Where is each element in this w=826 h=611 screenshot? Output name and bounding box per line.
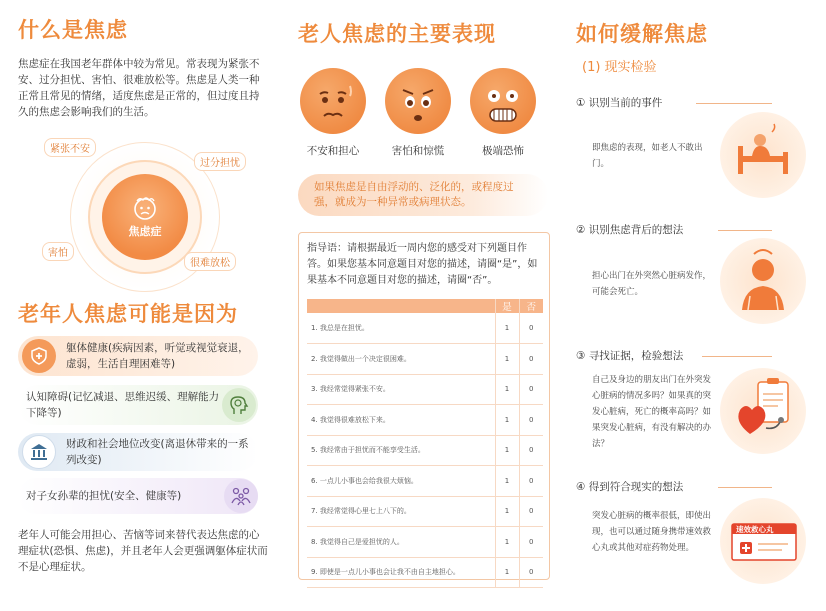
cause-item-cognitive [18, 385, 258, 425]
step-4-title: ④ 得到符合现实的想法 [576, 481, 684, 493]
symptom-label-terror: 极端恐怖 [482, 145, 524, 157]
no-score-option[interactable]: 0 [519, 374, 543, 405]
symptom-label-worry: 不安和担心 [306, 145, 360, 157]
question-text: 8. 我觉得自己是爱担忧的人。 [307, 527, 495, 558]
yes-score-option[interactable]: 1 [495, 435, 519, 466]
step-1-description: 即焦虑的表现，如老人不敢出门。 [592, 143, 703, 169]
question-text: 1. 我总是在担忧。 [307, 313, 495, 344]
anxiety-core-badge [102, 174, 188, 260]
anxious-face-icon [131, 195, 159, 221]
anxiety-core-label: 焦虑症 [128, 225, 162, 238]
yes-score-option[interactable]: 1 [495, 344, 519, 375]
no-score-option[interactable]: 0 [519, 466, 543, 497]
questionnaire-instructions: 指导语：请根据最近一周内您的感受对下列题目作答。如果您基本同意题目对您的描述，请圈“是”，如果基本不同意题目对您的描述，请圈“否”。 [307, 243, 538, 286]
cause-text-family-worry: 对子女孙辈的担忧(安全、健康等) [26, 490, 182, 502]
column-what-is-anxiety [0, 0, 275, 611]
yes-score-option[interactable]: 1 [495, 374, 519, 405]
symptom-tag-tension: 紧张不安 [44, 138, 96, 157]
questionnaire-row [307, 496, 543, 527]
questionnaire-row [307, 374, 543, 405]
questionnaire-box [298, 232, 550, 580]
terrified-face-icon [470, 68, 536, 134]
questionnaire-header-row [307, 299, 543, 313]
cause-text-financial-social: 财政和社会地位改变(离退休带来的一系列改变) [66, 438, 249, 466]
step-1-title: ① 识别当前的事件 [576, 97, 663, 109]
questionnaire-row [307, 527, 543, 558]
pathology-banner: 如果焦虑是自由浮动的、泛化的，或程度过强，就成为一种异常或病理状态。 [298, 174, 548, 216]
no-score-option[interactable]: 0 [519, 344, 543, 375]
yes-column-header: 是 [495, 299, 519, 313]
bank-icon [22, 435, 56, 469]
no-column-header: 否 [519, 299, 543, 313]
symptom-tag-worry: 过分担忧 [194, 152, 246, 171]
step-2-title: ② 识别焦虑背后的想法 [576, 224, 684, 236]
section-title-causes: 老年人焦虑可能是因为 [18, 302, 238, 326]
cause-item-family-worry [18, 478, 258, 514]
questionnaire-row [307, 405, 543, 436]
thinking-person-icon [720, 238, 806, 324]
step-3-description: 自己及身边的朋友出门在外突发心脏病的情况多吗？如果真的突发心脏病，死亡的概率高吗？如果突发心脏病，有没有解决的办法？ [592, 375, 712, 449]
cause-item-financial-social [18, 433, 258, 471]
question-text: 7. 我经常觉得心里七上八下的。 [307, 496, 495, 527]
symptom-tag-fear: 害怕 [42, 242, 74, 261]
section-title-symptoms: 老人焦虑的主要表现 [298, 22, 496, 46]
worried-face-icon [300, 68, 366, 134]
step-2-divider [718, 230, 772, 231]
symptom-tag-hard-to-relax: 很难放松 [184, 252, 236, 271]
questionnaire-row [307, 557, 543, 588]
section-title-what-is-anxiety: 什么是焦虑 [18, 18, 128, 42]
step-2-description: 担心出门在外突然心脏病发作，可能会死亡。 [592, 271, 712, 297]
no-score-option[interactable]: 0 [519, 435, 543, 466]
question-text: 3. 我经常觉得紧张不安。 [307, 374, 495, 405]
family-icon [224, 479, 258, 513]
brain-head-icon [222, 388, 256, 422]
section-subtitle-reality-test: (1) 现实检验 [582, 60, 657, 75]
cause-item-physical-health [18, 336, 258, 376]
yes-score-option[interactable]: 1 [495, 466, 519, 497]
question-column-header [307, 299, 495, 313]
no-score-option[interactable]: 0 [519, 313, 543, 344]
step-3-title: ③ 寻找证据，检验想法 [576, 350, 684, 362]
questionnaire-table [307, 299, 543, 588]
cause-text-physical-health: 躯体健康(疾病因素，听觉或视觉衰退，虚弱，生活自理困难等) [66, 342, 249, 370]
question-text: 5. 我经常由于担忧而不能享受生活。 [307, 435, 495, 466]
questionnaire-row [307, 466, 543, 497]
no-score-option[interactable]: 0 [519, 405, 543, 436]
footer-paragraph: 老年人可能会用担心、苦恼等词来替代表达焦虑的心理症状(恐惧、焦虑)，并且老年人会更强调躯体症状而不是心理症状。 [18, 529, 268, 573]
cause-text-cognitive: 认知障碍(记忆减退、思维迟缓、理解能力下降等) [26, 391, 220, 419]
yes-score-option[interactable]: 1 [495, 557, 519, 588]
yes-score-option[interactable]: 1 [495, 405, 519, 436]
symptom-label-panic: 害怕和惊慌 [391, 145, 445, 157]
heart-clipboard-icon [720, 368, 806, 454]
column-symptoms [280, 0, 550, 611]
step-3-divider [702, 356, 772, 357]
section-title-relief: 如何缓解焦虑 [576, 22, 708, 46]
questionnaire-row [307, 313, 543, 344]
questionnaire-row [307, 344, 543, 375]
no-score-option[interactable]: 0 [519, 496, 543, 527]
no-score-option[interactable]: 0 [519, 557, 543, 588]
step-4-divider [718, 487, 772, 488]
yes-score-option[interactable]: 1 [495, 496, 519, 527]
column-relief [558, 0, 826, 611]
yes-score-option[interactable]: 1 [495, 313, 519, 344]
intro-paragraph: 焦虑症在我国老年群体中较为常见。常表现为紧张不安、过分担忧、害怕、很难放松等。焦虑是人类一种正常且常见的情绪，适度焦虑是正常的，但过度且持久的焦虑会影响我们的生活。 [18, 58, 260, 118]
shield-plus-icon [22, 339, 56, 373]
question-text: 2. 我觉得做出一个决定很困难。 [307, 344, 495, 375]
medicine-box-graphic [720, 498, 806, 584]
elderly-bed-icon [720, 112, 806, 198]
question-text: 9. 即使是一点儿小事也会让我不由自主地担心。 [307, 557, 495, 588]
question-text: 4. 我觉得很难放松下来。 [307, 405, 495, 436]
medicine-box-icon [720, 498, 806, 584]
medicine-box-label: 速效救心丸 [736, 525, 774, 534]
scared-face-icon [385, 68, 451, 134]
yes-score-option[interactable]: 1 [495, 527, 519, 558]
no-score-option[interactable]: 0 [519, 527, 543, 558]
step-1-divider [696, 103, 772, 104]
question-text: 6. 一点儿小事也会给我很大烦恼。 [307, 466, 495, 497]
step-4-description: 突发心脏病的概率很低，即使出现，也可以通过随身携带速效救心丸或其他对症药物处理。 [592, 511, 712, 553]
questionnaire-row [307, 435, 543, 466]
